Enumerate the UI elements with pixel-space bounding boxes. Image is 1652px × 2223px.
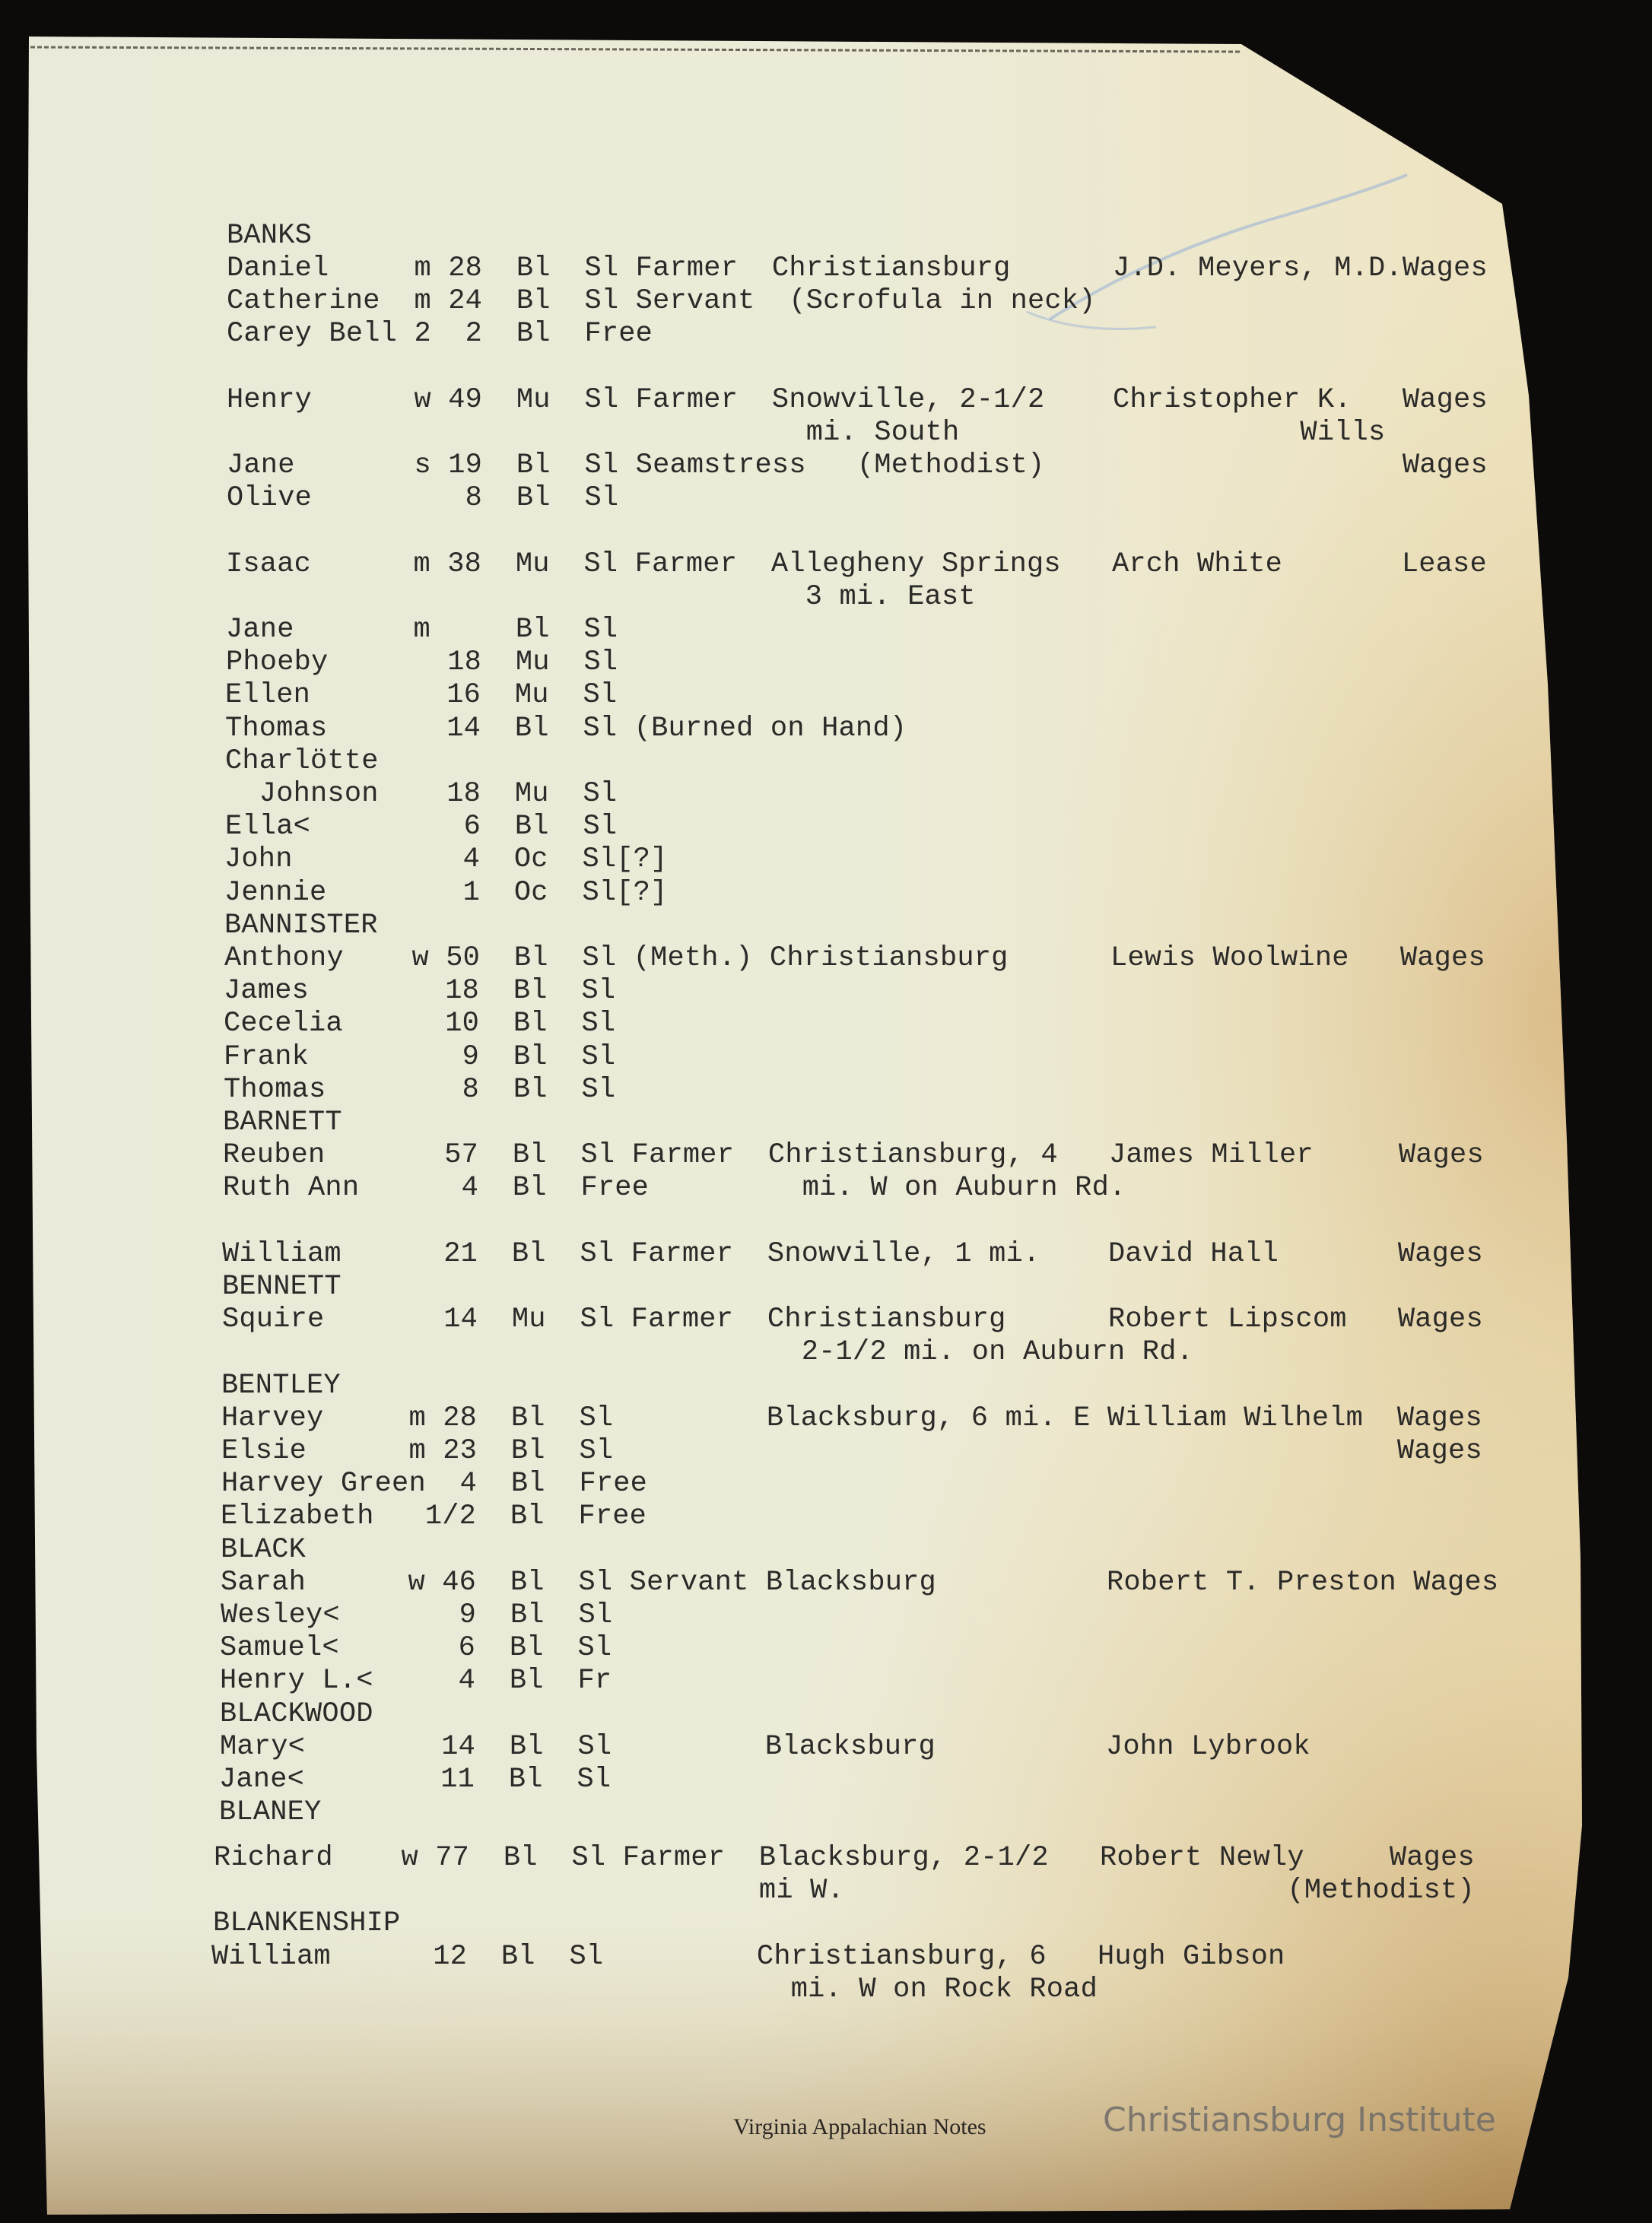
record-line: Johnson 18 Mu Sl (225, 778, 618, 810)
record-line: Sarah w 46 Bl Sl Servant Blacksburg Robert T. Preston Wages (221, 1567, 1499, 1599)
record-line: Carey Bell 2 2 Bl Free (227, 318, 653, 350)
record-line: BENTLEY (221, 1370, 341, 1402)
record-line: BANNISTER (224, 910, 378, 942)
record-line: BARNETT (223, 1107, 342, 1138)
watermark: Christiansburg Institute (1103, 2101, 1496, 2139)
record-line: Thomas 14 Bl Sl (Burned on Hand) (225, 713, 907, 745)
record-line: John 4 Oc Sl[?] (224, 843, 668, 875)
record-line: Jane< 11 Bl Sl (219, 1764, 612, 1796)
record-line: William 21 Bl Sl Farmer Snowville, 1 mi. David Hall Wages (222, 1238, 1483, 1270)
record-line: Henry L.< 4 Bl Fr (220, 1665, 612, 1697)
record-line: mi. South Wills (227, 417, 1386, 449)
record-line: Thomas 8 Bl Sl (224, 1074, 616, 1106)
record-line: Jane m Bl Sl (226, 614, 618, 646)
record-line: BENNETT (222, 1271, 342, 1303)
record-line: Daniel m 28 Bl Sl Farmer Christiansburg J.D. Meyers, M.D.Wages (227, 252, 1488, 284)
record-line: Henry w 49 Mu Sl Farmer Snowville, 2-1/2 Christopher K. Wages (227, 384, 1488, 416)
record-line: Phoeby 18 Mu Sl (226, 646, 618, 678)
record-line: Samuel< 6 Bl Sl (220, 1632, 612, 1664)
record-line: BLANKENSHIP (213, 1907, 401, 1939)
record-line: Squire 14 Mu Sl Farmer Christiansburg Robert Lipscom Wages (222, 1304, 1483, 1335)
record-line: Harvey Green 4 Bl Free (221, 1468, 648, 1500)
record-line: Richard w 77 Bl Sl Farmer Blacksburg, 2-1/2 Robert Newly Wages (214, 1842, 1475, 1874)
record-line: Ella< 6 Bl Sl (225, 811, 618, 843)
record-line: Reuben 57 Bl Sl Farmer Christiansburg, 4 James Miller Wages (223, 1139, 1484, 1171)
record-line: Catherine m 24 Bl Sl Servant (Scrofula in neck) (227, 285, 1096, 317)
record-line: Wesley< 9 Bl Sl (221, 1599, 613, 1631)
record-line: Isaac m 38 Mu Sl Farmer Allegheny Springs Arch White Lease (226, 548, 1487, 580)
record-line: BANKS (227, 220, 313, 252)
record-line: Ruth Ann 4 Bl Free mi. W on Auburn Rd. (223, 1172, 1126, 1204)
record-line: Jennie 1 Oc Sl[?] (224, 877, 668, 909)
record-line: mi W. (Methodist) (214, 1875, 1475, 1907)
record-line: Frank 9 Bl Sl (224, 1041, 616, 1073)
record-line: BLACK (221, 1534, 307, 1566)
record-line: Mary< 14 Bl Sl Blacksburg John Lybrook (220, 1731, 1310, 1763)
record-line: 3 mi. East (226, 581, 976, 613)
record-line: Charlötte (225, 745, 379, 777)
record-line: Olive 8 Bl Sl (227, 482, 619, 514)
record-line: James 18 Bl Sl (224, 975, 616, 1007)
footer-publication-name: Virginia Appalachian Notes (733, 2114, 986, 2139)
record-line: Cecelia 10 Bl Sl (224, 1008, 616, 1040)
record-line: William 12 Bl Sl Christiansburg, 6 Hugh Gibson (211, 1941, 1285, 1973)
record-line: BLACKWOOD (220, 1698, 373, 1730)
record-line: mi. W on Rock Road (211, 1974, 1098, 2005)
record-line: Elizabeth 1/2 Bl Free (221, 1501, 647, 1532)
record-line: Jane s 19 Bl Sl Seamstress (Methodist) Wages (227, 449, 1488, 481)
record-line: BLANEY (219, 1796, 322, 1828)
record-line: Elsie m 23 Bl Sl Wages (221, 1435, 1482, 1467)
record-line: Anthony w 50 Bl Sl (Meth.) Christiansburg Lewis Woolwine Wages (224, 942, 1485, 974)
record-line: 2-1/2 mi. on Auburn Rd. (222, 1336, 1194, 1368)
record-line: Harvey m 28 Bl Sl Blacksburg, 6 mi. E William Wilhelm Wages (221, 1402, 1482, 1434)
record-line: Ellen 16 Mu Sl (225, 679, 618, 711)
